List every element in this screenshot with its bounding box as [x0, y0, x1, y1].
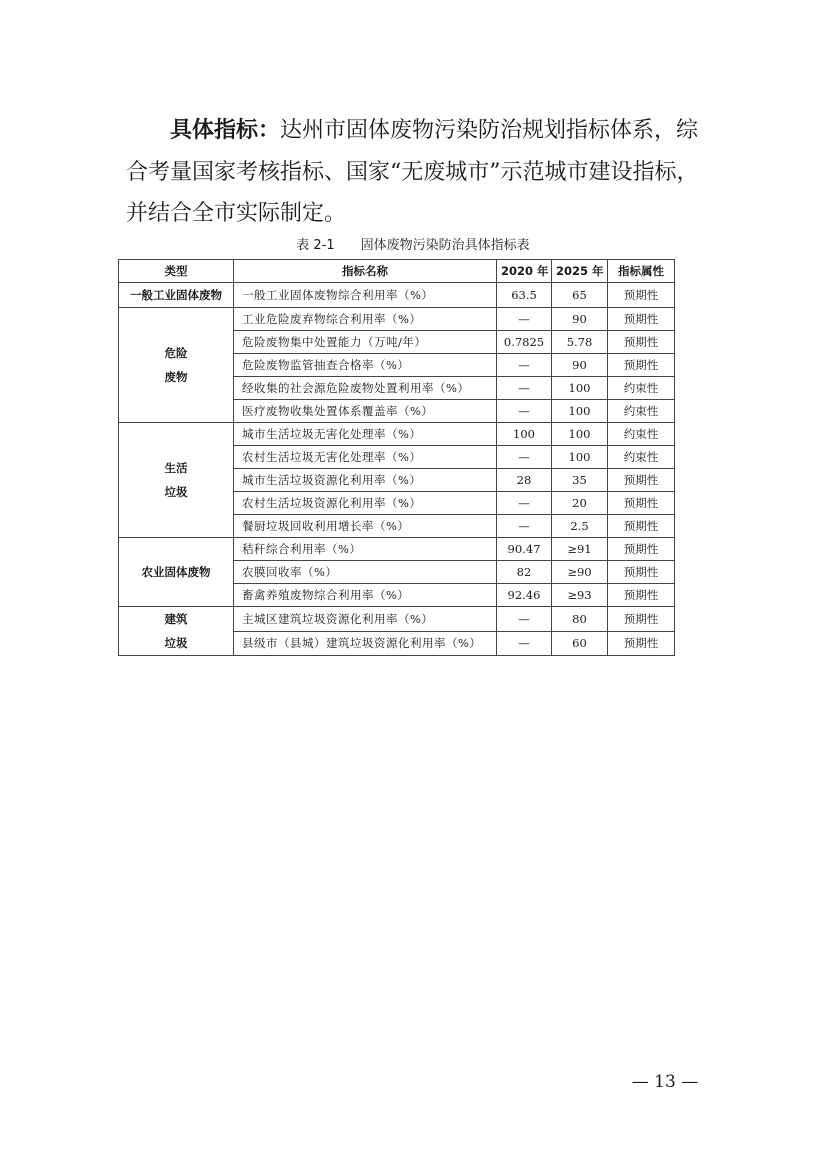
value-2025: ≥91	[552, 538, 608, 561]
paragraph-lead: 具体指标：	[170, 118, 281, 143]
indicator-attribute: 预期性	[608, 469, 675, 492]
category-general-industrial: 一般工业固体废物	[119, 283, 234, 308]
indicator-name: 农膜回收率（%）	[234, 561, 497, 584]
indicator-attribute: 约束性	[608, 377, 675, 400]
table-caption-title: 固体废物污染防治具体指标表	[360, 238, 530, 253]
table-header-row	[119, 260, 675, 283]
value-2025: 2.5	[552, 515, 608, 538]
indicator-attribute: 预期性	[608, 538, 675, 561]
indicator-attribute: 约束性	[608, 400, 675, 423]
indicator-name: 城市生活垃圾资源化利用率（%）	[234, 469, 497, 492]
value-2025: 65	[552, 283, 608, 308]
indicator-name: 畜禽养殖废物综合利用率（%）	[234, 584, 497, 607]
value-2025: 90	[552, 354, 608, 377]
table-row	[119, 607, 675, 632]
value-2025: 100	[552, 446, 608, 469]
indicator-name: 工业危险废弃物综合利用率（%）	[234, 308, 497, 331]
table-caption	[0, 234, 826, 253]
value-2020: —	[497, 308, 552, 331]
value-2020: 0.7825	[497, 331, 552, 354]
table-row	[119, 283, 675, 308]
value-2020: 82	[497, 561, 552, 584]
value-2025: 60	[552, 631, 608, 656]
indicator-attribute: 预期性	[608, 331, 675, 354]
indicator-attribute: 约束性	[608, 446, 675, 469]
value-2025: ≥90	[552, 561, 608, 584]
table-caption-number: 表 2-1	[296, 238, 335, 253]
header-2020: 2020 年	[497, 260, 552, 283]
table-row	[119, 538, 675, 561]
value-2020: 100	[497, 423, 552, 446]
indicator-name: 经收集的社会源危险废物处置利用率（%）	[234, 377, 497, 400]
value-2025: 35	[552, 469, 608, 492]
category-construction	[119, 607, 234, 656]
indicator-attribute: 约束性	[608, 423, 675, 446]
indicator-attribute: 预期性	[608, 283, 675, 308]
indicator-name: 农村生活垃圾无害化处理率（%）	[234, 446, 497, 469]
header-2025: 2025 年	[552, 260, 608, 283]
category-hazardous-line-2: 废物	[164, 370, 188, 384]
value-2020: 90.47	[497, 538, 552, 561]
header-category: 类型	[119, 260, 234, 283]
header-name: 指标名称	[234, 260, 497, 283]
category-domestic-line-1: 生活	[164, 461, 188, 475]
indicator-name: 县级市（县城）建筑垃圾资源化利用率（%）	[234, 631, 497, 656]
value-2025: 100	[552, 377, 608, 400]
value-2025: 100	[552, 400, 608, 423]
indicator-attribute: 预期性	[608, 515, 675, 538]
value-2025: 90	[552, 308, 608, 331]
indicator-attribute: 预期性	[608, 354, 675, 377]
indicator-name: 农村生活垃圾资源化利用率（%）	[234, 492, 497, 515]
indicator-name: 危险废物监管抽查合格率（%）	[234, 354, 497, 377]
page-number: — 13 —	[631, 1072, 699, 1092]
indicator-name: 秸秆综合利用率（%）	[234, 538, 497, 561]
value-2020: 28	[497, 469, 552, 492]
category-domestic-line-2: 垃圾	[164, 485, 188, 499]
value-2025: 100	[552, 423, 608, 446]
value-2020: —	[497, 354, 552, 377]
indicator-attribute: 预期性	[608, 492, 675, 515]
value-2025: 20	[552, 492, 608, 515]
indicator-attribute: 预期性	[608, 584, 675, 607]
value-2025: ≥93	[552, 584, 608, 607]
category-agricultural: 农业固体废物	[119, 538, 234, 607]
indicator-attribute: 预期性	[608, 631, 675, 656]
category-construction-line-2: 垃圾	[164, 636, 188, 650]
indicator-name: 医疗废物收集处置体系覆盖率（%）	[234, 400, 497, 423]
category-hazardous	[119, 308, 234, 423]
table-row	[119, 423, 675, 446]
value-2025: 80	[552, 607, 608, 632]
value-2020: —	[497, 377, 552, 400]
value-2020: —	[497, 492, 552, 515]
value-2020: 92.46	[497, 584, 552, 607]
value-2020: —	[497, 631, 552, 656]
category-domestic-waste	[119, 423, 234, 538]
indicator-attribute: 预期性	[608, 561, 675, 584]
indicator-name: 城市生活垃圾无害化处理率（%）	[234, 423, 497, 446]
indicator-name: 一般工业固体废物综合利用率（%）	[234, 283, 497, 308]
indicator-name: 危险废物集中处置能力（万吨/年）	[234, 331, 497, 354]
paragraph-line-1	[126, 113, 698, 144]
category-construction-line-1: 建筑	[164, 612, 188, 626]
header-attribute: 指标属性	[608, 260, 675, 283]
value-2020: —	[497, 515, 552, 538]
table-row	[119, 308, 675, 331]
paragraph-line-1-text: 达州市固体废物污染防治规划指标体系，综	[280, 118, 699, 143]
indicator-name: 主城区建筑垃圾资源化利用率（%）	[234, 607, 497, 632]
indicator-name: 餐厨垃圾回收利用增长率（%）	[234, 515, 497, 538]
indicator-attribute: 预期性	[608, 607, 675, 632]
value-2020: —	[497, 607, 552, 632]
value-2020: 63.5	[497, 283, 552, 308]
value-2020: —	[497, 446, 552, 469]
paragraph-line-2: 合考量国家考核指标、国家“无废城市”示范城市建设指标，	[126, 160, 699, 185]
paragraph-line-3: 并结合全市实际制定。	[126, 201, 347, 226]
value-2020: —	[497, 400, 552, 423]
indicator-attribute: 预期性	[608, 308, 675, 331]
category-hazardous-line-1: 危险	[164, 346, 188, 360]
value-2025: 5.78	[552, 331, 608, 354]
indicator-table	[118, 259, 675, 656]
